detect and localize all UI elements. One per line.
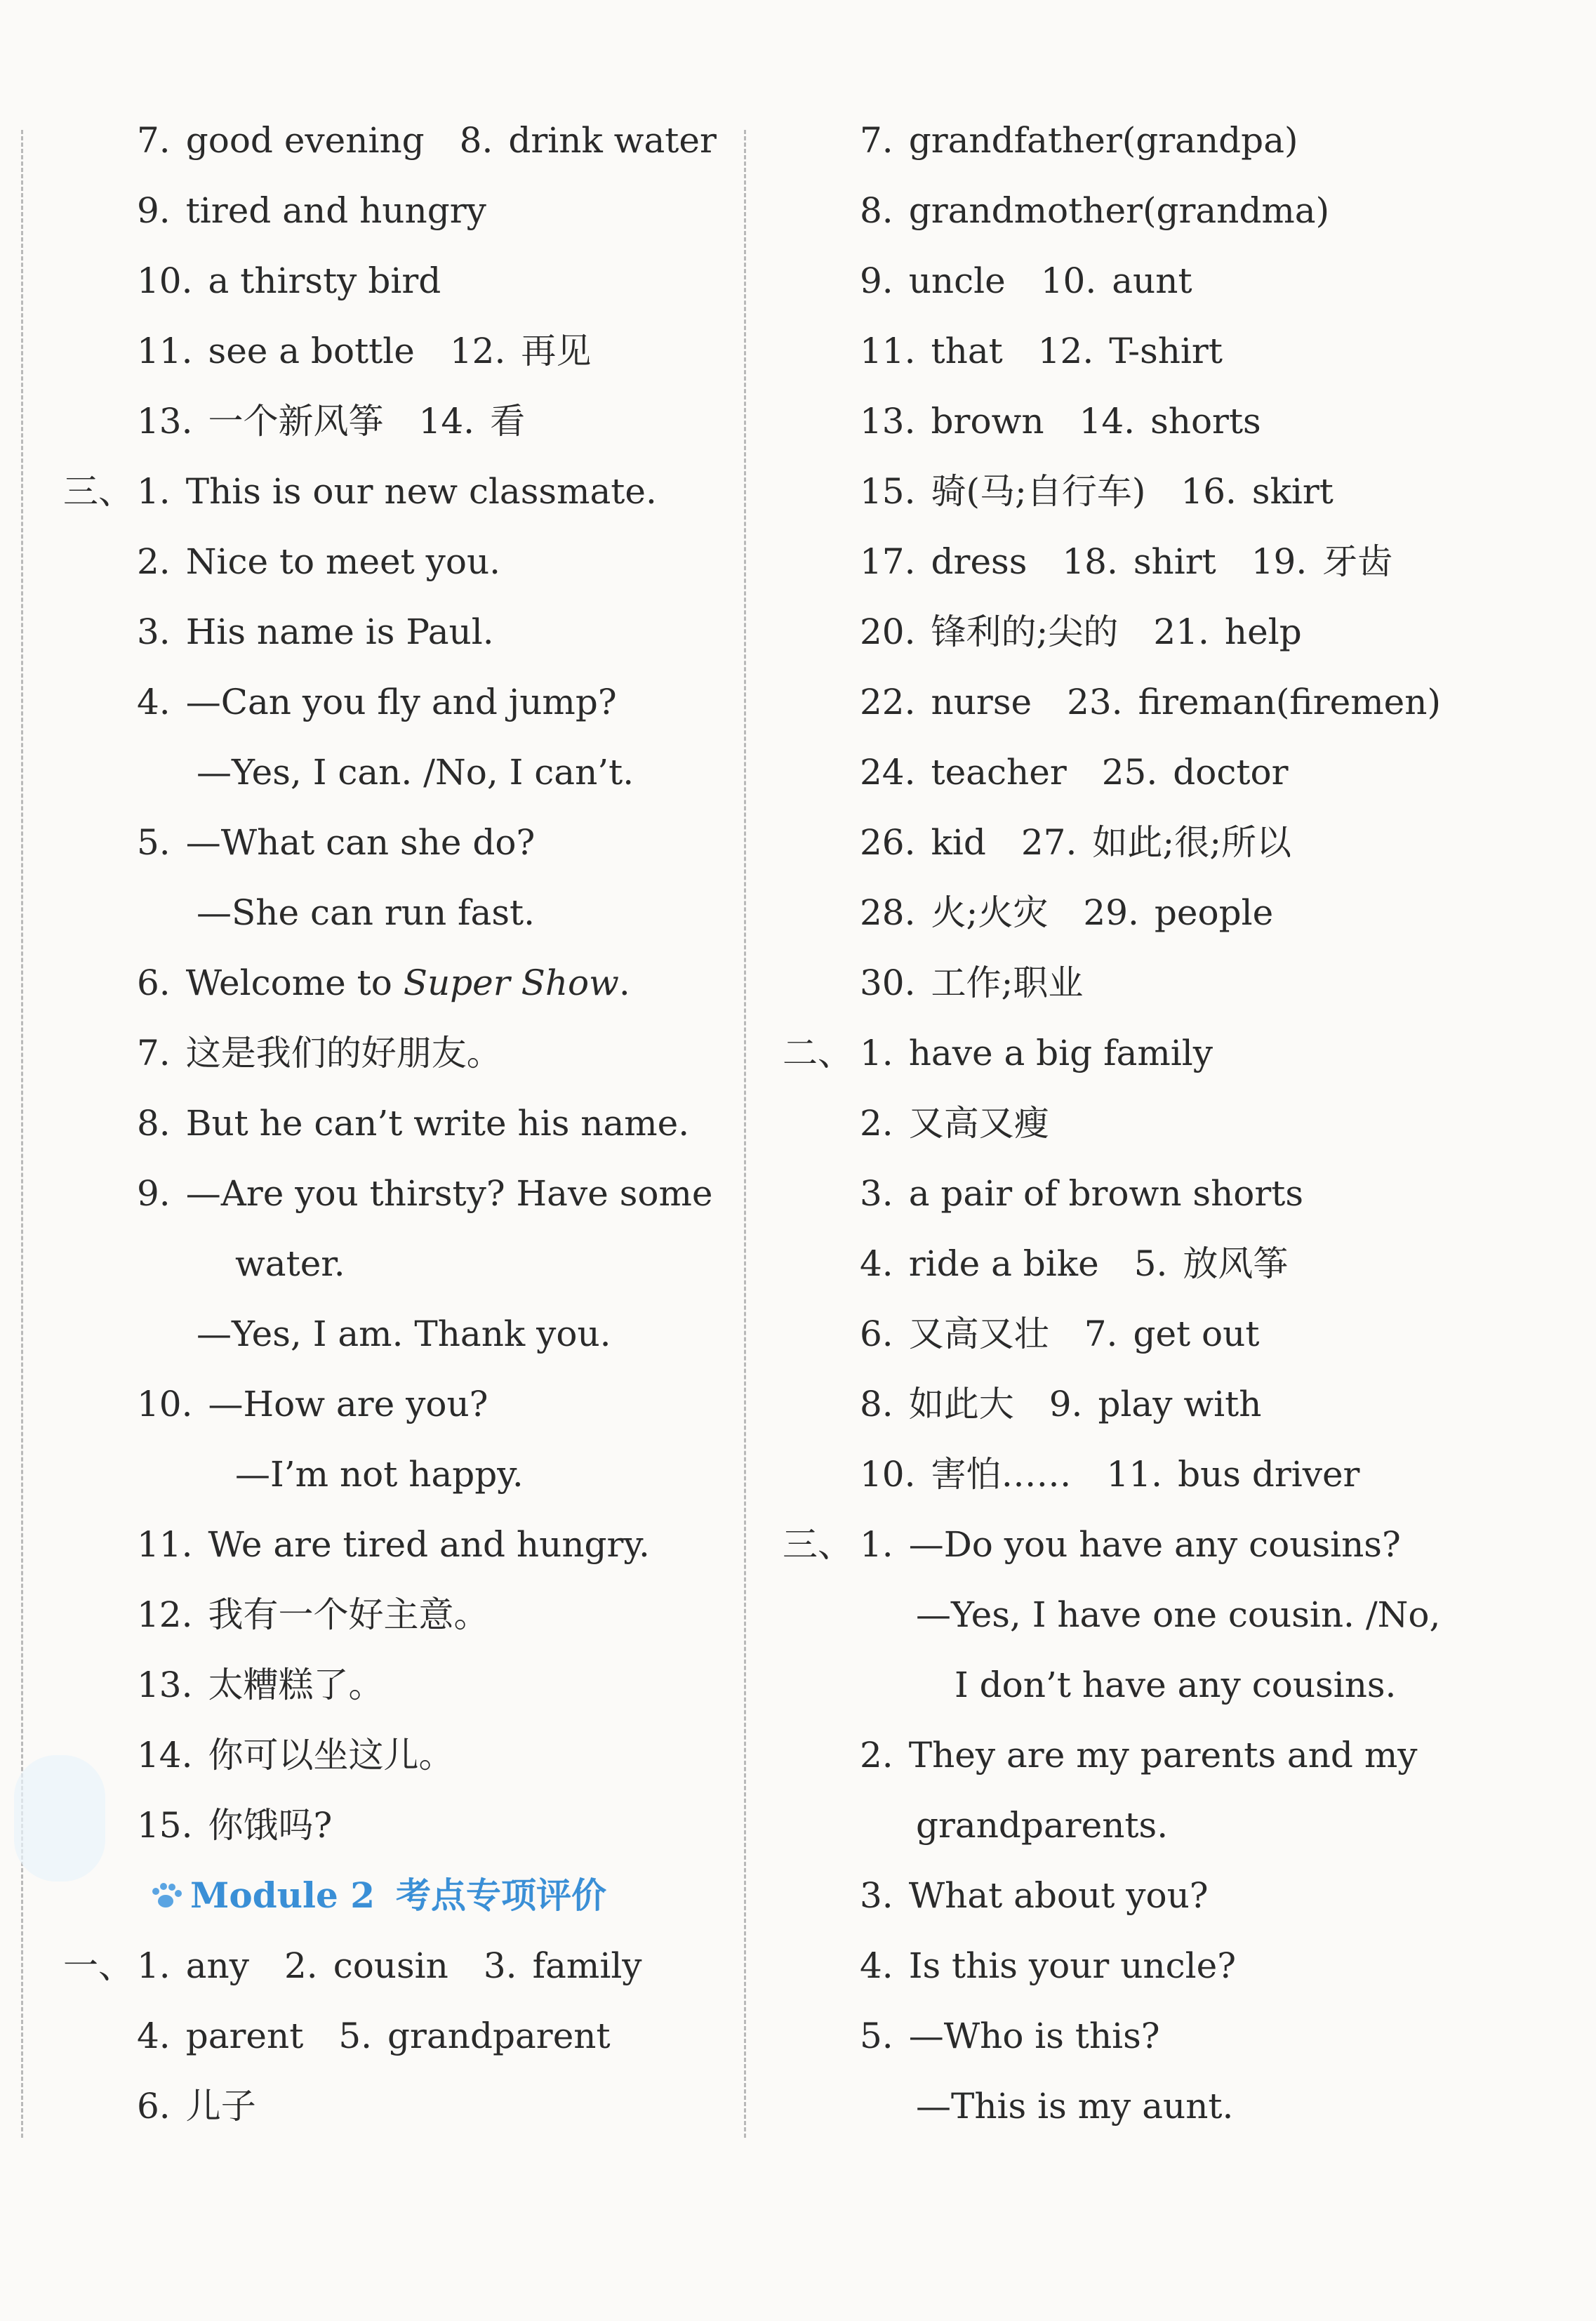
- answer-text: 骑(马;自行车): [931, 471, 1146, 512]
- answer-text: But he can’t write his name.: [185, 1103, 690, 1144]
- answer-text: nurse: [931, 682, 1032, 722]
- answer-text: water.: [235, 1243, 345, 1284]
- item-number: 28.: [860, 892, 916, 933]
- answer-line: [63, 527, 730, 597]
- item-number: 1.: [860, 1524, 893, 1565]
- answer-text: 锋利的;尖的: [931, 611, 1119, 652]
- answer-text: 放风筝: [1183, 1243, 1289, 1284]
- item-number: 7.: [860, 120, 893, 161]
- item-number: 17.: [860, 541, 916, 582]
- answer-line: [63, 737, 730, 807]
- answer-text: 太糟糕了。: [208, 1665, 384, 1705]
- answer-text: 儿子: [185, 2086, 256, 2127]
- item-number: 24.: [860, 752, 916, 793]
- answer-text: —What can she do?: [185, 822, 536, 863]
- item-number: 19.: [1251, 541, 1308, 582]
- answer-line: [63, 1931, 730, 2001]
- item-number: 30.: [860, 963, 916, 1003]
- answer-text: 如此大: [908, 1384, 1014, 1424]
- answer-text: —This is my aunt.: [916, 2086, 1234, 2127]
- answer-text: Nice to meet you.: [185, 541, 501, 582]
- answer-text: parent: [185, 2016, 304, 2056]
- answer-line: [783, 1650, 1541, 1720]
- item-number: 14.: [1079, 401, 1136, 442]
- item-number: 6.: [137, 963, 171, 1003]
- answer-text: shirt: [1133, 541, 1216, 582]
- answer-text: —Yes, I can. /No, I can’t.: [197, 752, 634, 793]
- item-number: 14.: [418, 401, 475, 442]
- item-number: 4.: [860, 1945, 893, 1986]
- answer-text: grandparent: [387, 2016, 611, 2056]
- answer-text: help: [1224, 611, 1302, 652]
- item-number: 13.: [137, 401, 193, 442]
- answer-line: [63, 948, 730, 1018]
- answer-line: [63, 2001, 730, 2071]
- item-number: 3.: [860, 1875, 893, 1916]
- answer-text: —Yes, I am. Thank you.: [197, 1314, 611, 1354]
- answer-text: fireman(firemen): [1138, 682, 1441, 722]
- left-answer-list: [63, 105, 730, 1860]
- answer-line: [783, 105, 1541, 176]
- answer-text: —Who is this?: [908, 2016, 1160, 2056]
- answer-line: [783, 1509, 1541, 1580]
- answer-line: [783, 1158, 1541, 1229]
- answer-text: a pair of brown shorts: [908, 1173, 1304, 1214]
- answer-line: [783, 807, 1541, 878]
- answer-text: —I’m not happy.: [235, 1454, 524, 1495]
- item-number: 1.: [860, 1033, 893, 1073]
- answer-line: [63, 1580, 730, 1650]
- item-number: 5.: [137, 822, 171, 863]
- item-number: 20.: [860, 611, 916, 652]
- item-number: 9.: [1049, 1384, 1083, 1424]
- answer-text: uncle: [908, 260, 1006, 301]
- item-number: 1.: [137, 1945, 171, 1986]
- answer-text: I don’t have any cousins.: [955, 1665, 1397, 1705]
- answer-text: people: [1154, 892, 1274, 933]
- module-heading-zh: 考点专项评价: [396, 1874, 607, 1916]
- paw-icon: [151, 1882, 180, 1910]
- answer-text: 我有一个好主意。: [208, 1594, 489, 1635]
- answer-text: shorts: [1150, 401, 1261, 442]
- answer-line: [63, 1439, 730, 1509]
- answer-line: [783, 386, 1541, 456]
- answer-text: They are my parents and my: [908, 1735, 1418, 1776]
- item-number: 8.: [137, 1103, 171, 1144]
- left-answer-list-2: [63, 1931, 730, 2141]
- answer-line: [63, 807, 730, 878]
- answer-line: [783, 597, 1541, 667]
- answer-line: [63, 1369, 730, 1439]
- item-number: 12.: [137, 1594, 193, 1635]
- answer-text: grandfather(grandpa): [908, 120, 1298, 161]
- answer-line: [783, 176, 1541, 246]
- answer-text: —She can run fast.: [197, 892, 536, 933]
- answer-text: aunt: [1112, 260, 1192, 301]
- left-column: [63, 105, 730, 2141]
- answer-line: [783, 1720, 1541, 1790]
- item-number: 16.: [1181, 471, 1237, 512]
- column-divider: [744, 130, 746, 2138]
- section-marker: 三、: [783, 1524, 853, 1565]
- answer-line: [63, 1299, 730, 1369]
- answer-text: see a bottle: [208, 331, 415, 371]
- item-number: 22.: [860, 682, 916, 722]
- answer-text: tired and hungry: [185, 190, 486, 231]
- answer-text: 火;火灾: [931, 892, 1049, 933]
- item-number: 2.: [137, 541, 171, 582]
- answer-line: [63, 597, 730, 667]
- answer-text: T-shirt: [1109, 331, 1223, 371]
- item-number: 13.: [137, 1665, 193, 1705]
- answer-text: 看: [490, 401, 526, 442]
- answer-text: —Are you thirsty? Have some: [185, 1173, 713, 1214]
- answer-text: 害怕……: [931, 1454, 1072, 1495]
- item-number: 3.: [483, 1945, 517, 1986]
- answer-text: —Can you fly and jump?: [185, 682, 617, 722]
- item-number: 5.: [860, 2016, 893, 2056]
- answer-line: [783, 1369, 1541, 1439]
- item-number: 21.: [1153, 611, 1209, 652]
- answer-line: [63, 1509, 730, 1580]
- answer-line: [63, 1229, 730, 1299]
- answer-line: [783, 2001, 1541, 2071]
- answer-text: 牙齿: [1322, 541, 1393, 582]
- answer-line: [783, 1931, 1541, 2001]
- answer-line: [63, 1018, 730, 1088]
- answer-text: Is this your uncle?: [908, 1945, 1237, 1986]
- answer-line: [783, 1580, 1541, 1650]
- answer-line: [783, 667, 1541, 737]
- answer-text: Welcome to Super Show.: [185, 963, 630, 1003]
- item-number: 27.: [1020, 822, 1077, 863]
- answer-text: ride a bike: [908, 1243, 1099, 1284]
- answer-line: [783, 948, 1541, 1018]
- answer-text: 工作;职业: [931, 963, 1084, 1003]
- section-marker: 三、: [63, 471, 133, 512]
- answer-text: 再见: [521, 331, 592, 371]
- item-number: 6.: [137, 2086, 171, 2127]
- item-number: 13.: [860, 401, 916, 442]
- answer-text: —How are you?: [208, 1384, 488, 1424]
- item-number: 29.: [1083, 892, 1139, 933]
- answer-line: [783, 737, 1541, 807]
- answer-text: family: [532, 1945, 642, 1986]
- item-number: 11.: [1106, 1454, 1163, 1495]
- item-number: 11.: [137, 1524, 193, 1565]
- answer-text: drink water: [508, 120, 717, 161]
- answer-text: His name is Paul.: [185, 611, 494, 652]
- answer-text: 一个新风筝: [208, 401, 384, 442]
- item-number: 26.: [860, 822, 916, 863]
- item-number: 2.: [284, 1945, 318, 1986]
- answer-line: [783, 316, 1541, 386]
- item-number: 7.: [137, 120, 171, 161]
- item-number: 12.: [449, 331, 506, 371]
- answer-text: This is our new classmate.: [185, 471, 657, 512]
- answer-text: good evening: [185, 120, 425, 161]
- item-number: 7.: [1084, 1314, 1118, 1354]
- answer-text: dress: [931, 541, 1028, 582]
- item-number: 15.: [860, 471, 916, 512]
- answer-text: skirt: [1251, 471, 1334, 512]
- answer-line: [783, 1088, 1541, 1158]
- item-number: 14.: [137, 1735, 193, 1776]
- item-number: 18.: [1062, 541, 1118, 582]
- module-heading-en: Module 2: [190, 1874, 375, 1916]
- answer-line: [63, 246, 730, 316]
- answer-line: [63, 316, 730, 386]
- answer-text: cousin: [333, 1945, 448, 1986]
- answer-line: [63, 878, 730, 948]
- answer-line: [63, 1158, 730, 1229]
- answer-text: that: [931, 331, 1003, 371]
- answer-text: 如此;很;所以: [1092, 822, 1292, 863]
- answer-line: [63, 176, 730, 246]
- answer-line: [63, 1790, 730, 1860]
- answer-text: 你可以坐这儿。: [208, 1735, 454, 1776]
- item-number: 10.: [137, 260, 193, 301]
- answer-text: kid: [931, 822, 986, 863]
- item-number: 9.: [860, 260, 893, 301]
- answer-text: brown: [931, 401, 1044, 442]
- answer-line: [63, 1650, 730, 1720]
- answer-line: [63, 105, 730, 176]
- answer-text: grandmother(grandma): [908, 190, 1330, 231]
- item-number: 10.: [860, 1454, 916, 1495]
- item-number: 2.: [860, 1735, 893, 1776]
- item-number: 12.: [1037, 331, 1094, 371]
- item-number: 9.: [137, 1173, 171, 1214]
- answer-text: any: [185, 1945, 249, 1986]
- answer-text: —Do you have any cousins?: [908, 1524, 1401, 1565]
- module-heading: [63, 1860, 730, 1931]
- item-number: 6.: [860, 1314, 893, 1354]
- item-number: 8.: [860, 1384, 893, 1424]
- right-column: [783, 105, 1541, 2141]
- item-number: 9.: [137, 190, 171, 231]
- answer-text: a thirsty bird: [208, 260, 441, 301]
- item-number: 7.: [137, 1033, 171, 1073]
- item-number: 23.: [1067, 682, 1123, 722]
- item-number: 5.: [338, 2016, 373, 2056]
- item-number: 15.: [137, 1805, 193, 1846]
- answer-line: [783, 1229, 1541, 1299]
- item-number: 11.: [137, 331, 193, 371]
- answer-line: [783, 2071, 1541, 2141]
- section-marker: 二、: [783, 1033, 853, 1073]
- answer-line: [63, 1088, 730, 1158]
- section-marker: 一、: [63, 1945, 133, 1986]
- answer-text: 你饿吗?: [208, 1805, 333, 1846]
- answer-text: play with: [1098, 1384, 1262, 1424]
- answer-line: [783, 527, 1541, 597]
- answer-text: We are tired and hungry.: [208, 1524, 650, 1565]
- answer-text: What about you?: [908, 1875, 1209, 1916]
- answer-text: 这是我们的好朋友。: [185, 1033, 502, 1073]
- answer-line: [783, 1299, 1541, 1369]
- item-number: 10.: [137, 1384, 193, 1424]
- item-number: 10.: [1040, 260, 1097, 301]
- answer-text: grandparents.: [916, 1805, 1169, 1846]
- answer-line: [63, 667, 730, 737]
- answer-line: [783, 1860, 1541, 1931]
- answer-line: [783, 246, 1541, 316]
- item-number: 4.: [137, 682, 171, 722]
- answer-line: [783, 1018, 1541, 1088]
- answer-line: [783, 1790, 1541, 1860]
- item-number: 8.: [860, 190, 893, 231]
- right-answer-list: [783, 105, 1541, 2141]
- answer-text: have a big family: [908, 1033, 1213, 1073]
- item-number: 25.: [1101, 752, 1158, 793]
- item-number: 8.: [459, 120, 493, 161]
- answer-line: [783, 878, 1541, 948]
- item-number: 4.: [860, 1243, 893, 1284]
- answer-line: [783, 1439, 1541, 1509]
- answer-text: 又高又壮: [908, 1314, 1049, 1354]
- answer-line: [783, 456, 1541, 527]
- item-number: 3.: [137, 611, 171, 652]
- answer-line: [63, 456, 730, 527]
- answer-text: bus driver: [1178, 1454, 1360, 1495]
- item-number: 11.: [860, 331, 916, 371]
- item-number: 5.: [1133, 1243, 1168, 1284]
- answer-text: 又高又瘦: [908, 1103, 1049, 1144]
- item-number: 4.: [137, 2016, 171, 2056]
- answer-line: [63, 386, 730, 456]
- item-number: 1.: [137, 471, 171, 512]
- answer-text: teacher: [931, 752, 1067, 793]
- answer-line: [63, 2071, 730, 2141]
- answer-text: doctor: [1173, 752, 1289, 793]
- item-number: 3.: [860, 1173, 893, 1214]
- item-number: 2.: [860, 1103, 893, 1144]
- answer-text: —Yes, I have one cousin. /No,: [916, 1594, 1441, 1635]
- answer-line: [63, 1720, 730, 1790]
- answer-text: get out: [1133, 1314, 1260, 1354]
